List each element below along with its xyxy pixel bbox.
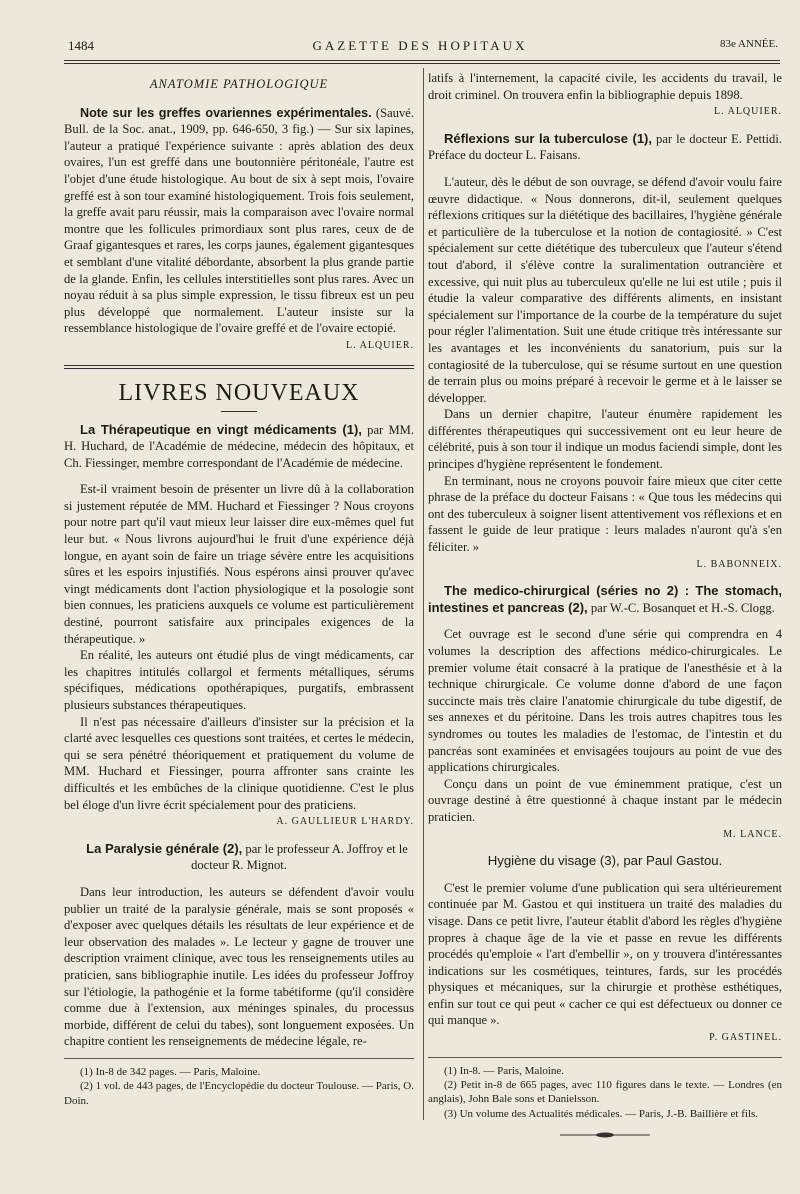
article-title: Note sur les greffes ovariennes expérimentales. bbox=[80, 105, 372, 120]
article-title: La Thérapeutique en vingt médicaments (1), bbox=[80, 421, 362, 437]
signature: P. GASTINEL. bbox=[709, 1032, 782, 1044]
page-number: 1484 bbox=[68, 38, 94, 53]
signature: M. LANCE. bbox=[723, 828, 782, 840]
ornament-line-icon bbox=[560, 1131, 650, 1139]
year-label: 83e ANNÉE. bbox=[719, 38, 778, 50]
header-rule-bottom bbox=[64, 63, 780, 64]
article-authors: par MM. H. Huchard, de l'Académie de médecine, médecin des hôpitaux, et Ch. Fiessinger, membre correspondant de l'Académie de médecine. bbox=[64, 422, 414, 470]
footnote: (1) In-8. — Paris, Maloine. bbox=[444, 1064, 565, 1077]
section-heading-livres: LIVRES NOUVEAUX bbox=[118, 379, 360, 406]
signature: L. ALQUIER. bbox=[346, 339, 414, 351]
running-header bbox=[60, 38, 780, 56]
article-authors: par le professeur A. Joffroy et le docteur R. Mignot. bbox=[191, 841, 408, 873]
footnote: (2) Petit in-8 de 665 pages, avec 110 figures dans le texte. — Londres (en anglais), John Bale sons et Danielsson. bbox=[428, 1079, 782, 1106]
footnote: (1) In-8 de 342 pages. — Paris, Maloine. bbox=[80, 1065, 261, 1078]
column-divider bbox=[423, 68, 424, 1120]
article-authors: par W.-C. Bosanquet et H.-S. Clogg. bbox=[590, 600, 775, 615]
paragraph: Dans un dernier chapitre, l'auteur énumère rapidement les différentes thérapeutiques qui successivement ont eu leur heure de célébrité, puis à son tour il indique un modus faciendi simple, dont les principes d'hygiène représentent le fondement. bbox=[428, 407, 782, 472]
article-heading-tuberculose bbox=[428, 131, 782, 164]
signature: L. BABONNEIX. bbox=[696, 558, 782, 570]
article-body: (Sauvé. Bull. de la Soc. anat., 1909, pp. 646-650, 3 fig.) — Sur six lapines, l'auteur a pratiqué l'expérience suivante : après ablation des deux ovaires, l'un est greffé dans une boutonnière péritonéale, l'autre est l'objet d'une étude histologique. Au bout de six à sept mois, l'ovaire greffé est à son tour examiné histologiquement. Trois fois seulement, la greffe avait paru réussir, mais la comparaison avec l'ovaire normal montre que les follicules primordiaux sont plus rares, ceux de de Graaf gigantesques et rares, les corps jaunes, également gigantesques et semblant d'une vitalité débordante, absorbent la plus grande partie de la glande. Enfin, les cellules interstitielles sont plus rares. Avec un noyau réduit à sa plus simple expression, le tissu fibreux est un peu plus développé que normalement. L'auteur insiste sur la ressemblance histologique de l'ovaire greffé et de l'ovaire ectopié. bbox=[64, 105, 415, 336]
paragraph: Dans leur introduction, les auteurs se défendent d'avoir voulu publier un traité de la paralysie générale, mais se sont proposés « d'exposer avec quelques détails les résultats de leur expérience et de leur observation des malades ». Le lecteur y gagne de trouver une description vraiment clinique, avec tous les renseignements utiles au praticien, sans bibliographie inutile. Les idées du professeur Joffroy sur l'étiologie, la pathogénie et la forme tabétiforme (qu'il considère comme due à l'extension, aux méninges spinales, du processus morbide, différent de celui du tabes), sont longuement exposées. Un chapitre contient les renseignements de médecine légale, re- bbox=[64, 884, 414, 1049]
article-title: La Paralysie générale (2), bbox=[86, 840, 243, 856]
paragraph: En réalité, les auteurs ont étudié plus de vingt médicaments, car les chapitres intitulés collargol et ferments métalliques, sérums spécifiques, médications opothérapiques, purgatifs, embrassent plusieurs substances thérapeutiques. bbox=[64, 648, 414, 712]
signature: A. GAULLIEUR L'HARDY. bbox=[276, 816, 414, 828]
journal-title: GAZETTE DES HOPITAUX bbox=[312, 38, 528, 53]
short-rule bbox=[221, 411, 257, 412]
article-greffes bbox=[64, 105, 414, 337]
article-title-hygiene: Hygiène du visage (3), par Paul Gastou. bbox=[487, 853, 723, 869]
article-heading-medico-chirurgical bbox=[428, 583, 782, 616]
article-title: The medico-chirurgical (séries no 2) : The stomach, intestines et pancreas (2), bbox=[428, 583, 782, 615]
left-column bbox=[64, 70, 414, 1108]
paragraph-continued: latifs à l'internement, la capacité civile, les accidents du travail, le droit criminel. On trouvera enfin la bibliographie depuis 1898. bbox=[428, 71, 782, 102]
section-heading-anatomie: ANATOMIE PATHOLOGIQUE bbox=[149, 77, 329, 91]
footnote-rule bbox=[428, 1057, 782, 1058]
paragraph: En terminant, nous ne croyons pouvoir faire mieux que citer cette phrase de la préface du docteur Faisans : « Que tous les médecins qui ont des tuberculeux à soigner lisent attentivement vos réflexions et en fassent le guide de leur pratique : leurs malades n'auront qu'à s'en féliciter. » bbox=[428, 473, 782, 555]
paragraph: Il n'est pas nécessaire d'ailleurs d'insister sur la précision et la clarté avec lesquelles ces questions sont traitées, et certes le médecin, qui se sera pénétré théoriquement et pratiquement du volume de MM. Huchard et Fiessinger, pourra affronter sans crainte les difficultés et les embûches de la clinique quotidienne. C'est le plus bel éloge d'un livre écrit spécialement pour des praticiens. bbox=[64, 714, 414, 812]
article-title: Réflexions sur la tuberculose (1), bbox=[444, 130, 652, 146]
article-authors: par le docteur E. Pettidi. Préface du docteur L. Faisans. bbox=[428, 131, 782, 163]
article-heading-therapeutique bbox=[64, 422, 414, 472]
footnote: (3) Un volume des Actualités médicales. — Paris, J.-B. Baillière et fils. bbox=[444, 1107, 759, 1120]
signature: L. ALQUIER. bbox=[714, 106, 782, 118]
section-divider bbox=[64, 365, 414, 369]
article-heading-paralysie bbox=[64, 841, 414, 874]
paragraph: C'est le premier volume d'une publication qui sera ultérieurement continuée par M. Gastou et qui instituera un traité des maladies du visage. Dans ce petit livre, l'auteur établit d'abord les règles d'hygiène propres à chaque âge de la vie et passe en revue les différents procédés qu'emploie « l'art d'embellir », on y trouvera d'intéressantes indications sur les cosmétiques, teintures, fards, sur les procédés physiques et mécaniques, sur la chirurgie et prothèse esthétiques, enfin sur tout ce qui peut « cacher ce qui est défectueux ou donner ce qui manque ». bbox=[428, 880, 782, 1028]
right-column bbox=[428, 70, 782, 1146]
header-rule-top bbox=[64, 60, 780, 61]
paragraph: Est-il vraiment besoin de présenter un livre dû à la collaboration si justement réputée de MM. Huchard et Fiessinger ? Nous croyons pour notre part qu'il vaut mieux leur laisser dire eux-mêmes quel fut leur but. « Nous livrons aujourd'hui le fruit d'une expérience déjà longue, en ayant soin de faire un triage sévère entre les acquisitions sûres et les espoirs injustifiés. Nous espérons ainsi prouver qu'avec vingt médicaments dont l'action physiologique et la posologie sont bien connues, les praticiens auxquels ce volume est particulièrement destiné, pourront satisfaire aux principales exigences de la thérapeutique. » bbox=[64, 482, 414, 646]
paragraph: Cet ouvrage est le second d'une série qui comprendra en 4 volumes la description des affections médico-chirurgicales. Le premier volume était consacré à la pratique de l'anesthésie et à la technique chirurgicale. Ce volume donne d'abord de une façon succincte mais très claire l'anatomie chirurgicale du tube digestif, de ses annexes et du péritoine. Dans les trois autres chapitres tous les syndromes ou toutes les maladies de l'estomac, de l'intestin et du pancréas sont examinées et envisagées toujours au point de vue des applications chirurgicales. bbox=[428, 627, 782, 775]
end-ornament bbox=[428, 1129, 782, 1146]
paragraph: L'auteur, dès le début de son ouvrage, se défend d'avoir voulu faire œuvre didactique. « Nous donnerons, dit-il, seulement quelques réflexions critiques sur la diététique des bacillaires, l'hygiène générale et particulière de la tuberculose et la notion de contagiosité. » C'est spécialement sur cette diététique des tuberculeux que l'auteur s'étend tout d'abord, il s'élève contre la suralimentation outrancière et excessive, qui nuit plus au tuberculeux qu'elle ne lui est utile ; puis il étudie la valeur comparative des différents aliments, en insistant spécialement sur l'importance de la courbe de la température du sujet pour régler l'alimentation. Suit une étude critique très intéressante sur les avantages et les inconvénients du sanatorium, puis sur la contagiosité de la tuberculose, qui se résume surtout en une question de terrain plus ou moins préparé à recevoir le germe et à le laisser se développer. bbox=[428, 174, 782, 405]
footnote-rule bbox=[64, 1058, 414, 1059]
footnote: (2) 1 vol. de 443 pages, de l'Encyclopédie du docteur Toulouse. — Paris, O. Doin. bbox=[64, 1080, 414, 1107]
paragraph: Conçu dans un point de vue éminemment pratique, c'est un ouvrage destiné à être questionné à chaque instant par le médecin praticien. bbox=[428, 776, 782, 824]
